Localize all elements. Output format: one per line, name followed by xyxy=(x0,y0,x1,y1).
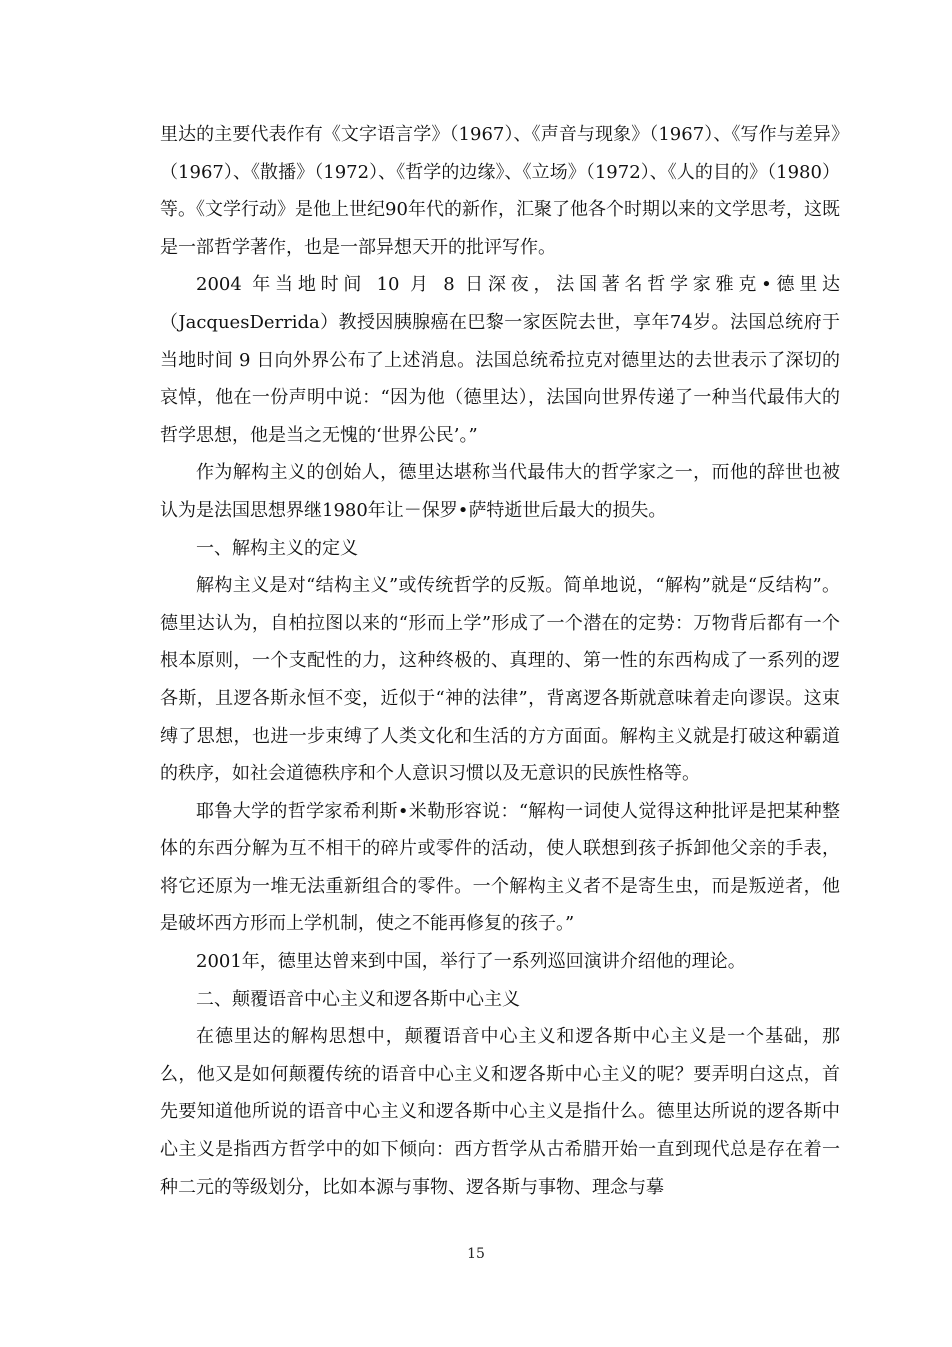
paragraph-china-visit: 2001年，德里达曾来到中国，举行了一系列巡回演讲介绍他的理论。 xyxy=(196,951,746,973)
section-heading-definition: 一、解构主义的定义 xyxy=(196,537,358,559)
paragraph-definition: 解构主义是对“结构主义”或传统哲学的反叛。简单地说，“解构”就是“反结构”。德里达认为，自柏拉图以来的“形而上学”形成了一个潜在的定势：万物背后都有一个根本原则，一个支配性的力，这种终极的、真理的、第一性的东西构成了一系列的逻各斯，且逻各斯永恒不变，近似于“神的法律”，背离逻各斯就意味着走向谬误。这束缚了思想，也进一步束缚了人类文化和生活的方方面面。解构主义就是打破这种霸道的秩序，如社会道德秩序和个人意识习惯以及无意识的民族性格等。 xyxy=(160,575,840,785)
paragraph-derrida-death: 2004 年当地时间 10 月 8 日深夜，法国著名哲学家雅克•德里达（JacquesDerrida）教授因胰腺癌在巴黎一家医院去世，享年74岁。法国总统府于当地时间 9 日向外界公布了上述消息。法国总统希拉克对德里达的去世表示了深切的哀悼，他在一份声明中说：“因为他（德里达），法国向世界传递了一种当代最伟大的哲学思想，他是当之无愧的‘世界公民’。” xyxy=(160,274,840,446)
paragraph-logocentrism: 在德里达的解构思想中，颠覆语音中心主义和逻各斯中心主义是一个基础，那么，他又是如何颠覆传统的语音中心主义和逻各斯中心主义的呢？要弄明白这点，首先要知道他所说的语音中心主义和逻各斯中心主义是指什么。德里达所说的逻各斯中心主义是指西方哲学中的如下倾向：西方哲学从古希腊开始一直到现代总是存在着一种二元的等级划分，比如本源与事物、逻各斯与事物、理念与摹 xyxy=(160,1026,840,1198)
section-heading-logocentrism: 二、颠覆语音中心主义和逻各斯中心主义 xyxy=(196,988,520,1010)
paragraph-founder: 作为解构主义的创始人，德里达堪称当代最伟大的哲学家之一，而他的辞世也被认为是法国思想界继1980年让－保罗•萨特逝世后最大的损失。 xyxy=(160,462,840,521)
page-number: 15 xyxy=(467,1246,485,1262)
paragraph-continuation: 里达的主要代表作有《文字语言学》（1967）、《声音与现象》（1967）、《写作与差异》（1967）、《散播》（1972）、《哲学的边缘》、《立场》（1972）、《人的目的》（1980）等。《文学行动》是他上世纪90年代的新作，汇聚了他各个时期以来的文学思考，这既是一部哲学著作，也是一部异想天开的批评写作。 xyxy=(160,124,840,258)
paragraph-miller-quote: 耶鲁大学的哲学家希利斯•米勒形容说：“解构一词使人觉得这种批评是把某种整体的东西分解为互不相干的碎片或零件的活动，使人联想到孩子拆卸他父亲的手表，将它还原为一堆无法重新组合的零件。一个解构主义者不是寄生虫，而是叛逆者，他是破坏西方形而上学机制，使之不能再修复的孩子。” xyxy=(160,800,840,935)
body-text xyxy=(160,116,840,1206)
